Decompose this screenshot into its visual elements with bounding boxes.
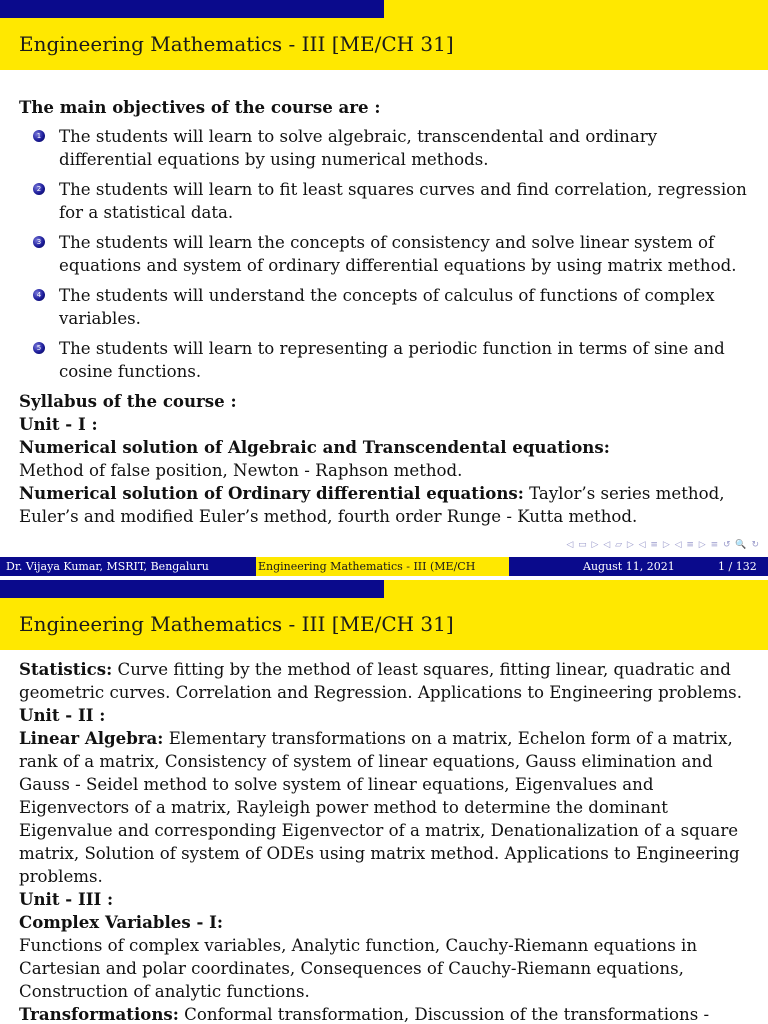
list-item: [19, 231, 754, 277]
slide-title: Engineering Mathematics - III [ME/CH 31]: [19, 32, 454, 56]
bullet-number-icon: 2: [33, 183, 45, 195]
numerical-algebraic-heading: Numerical solution of Algebraic and Transcendental equations:: [19, 437, 610, 457]
unit-2-heading: Unit - II :: [19, 705, 106, 725]
list-item: [19, 284, 754, 330]
objective-text: The students will learn the concepts of consistency and solve linear system of equations and system of ordinary differential equations by using matrix method.: [59, 233, 737, 275]
transformations-text: Conformal transformation, Discussion of the transformations -: [184, 1005, 710, 1024]
top-bar-blue-segment: [0, 0, 384, 18]
objective-text: The students will learn to representing a periodic function in terms of sine and cosine functions.: [59, 339, 725, 381]
objectives-heading: The main objectives of the course are :: [19, 97, 381, 117]
numerical-algebraic-text: Method of false position, Newton - Raphson method.: [19, 461, 463, 480]
statistics-text: Curve fitting by the method of least squares, fitting linear, quadratic and geometric curves. Correlation and Regression. Applications to Engineering problems.: [19, 660, 742, 702]
numerical-ode-paragraph: [19, 482, 754, 528]
numerical-ode-text: Taylor’s series method, Euler’s and modified Euler’s method, fourth order Runge - Kutta method.: [19, 484, 725, 526]
unit-1-heading: Unit - I :: [19, 414, 98, 434]
footer-date: August 11, 2021: [583, 560, 675, 573]
slide-2: [0, 580, 768, 1024]
footer-page-number: 1 / 132: [718, 560, 757, 573]
list-item: [19, 178, 754, 224]
footer-author: Dr. Vijaya Kumar, MSRIT, Bengaluru: [6, 560, 209, 573]
list-item: [19, 125, 754, 171]
bullet-number-icon: 5: [33, 342, 45, 354]
objective-text: The students will learn to fit least squares curves and find correlation, regression for a statistical data.: [59, 180, 747, 222]
unit-3-heading: Unit - III :: [19, 889, 114, 909]
complex-variables-heading: Complex Variables - I:: [19, 912, 224, 932]
numerical-ode-heading: Numerical solution of Ordinary differential equations:: [19, 483, 524, 503]
bullet-number-icon: 1: [33, 130, 45, 142]
footer-title-box: [256, 557, 509, 576]
beamer-navigation-icons[interactable]: ◁ ▭ ▷ ◁ ▱ ▷ ◁ ≡ ▷ ◁ ≡ ▷ ≡ ↺ 🔍 ↻: [566, 540, 760, 550]
linear-algebra-text: Elementary transformations on a matrix, Echelon form of a matrix, rank of a matrix, Consistency of system of linear equations, Gauss elimination and Gauss - Seidel method to solve system of linear equations, Eigenvalues and Eigenvectors of a matrix, Rayleigh power method to determine the dominant Eigenvalue and corresponding Eigenvector of a matrix, Denationalization of a square matrix, Solution of system of ODEs using matrix method. Applications to Engineering problems.: [19, 729, 740, 886]
top-bar: [0, 580, 768, 598]
top-bar: [0, 0, 768, 18]
syllabus-heading: Syllabus of the course :: [19, 391, 237, 411]
transformations-paragraph: [19, 1003, 754, 1024]
slide-content: [19, 658, 754, 1024]
top-bar-blue-segment: [0, 580, 384, 598]
footer-short-title: Engineering Mathematics - III (ME/CH: [258, 560, 476, 573]
statistics-heading: Statistics:: [19, 659, 113, 679]
linear-algebra-heading: Linear Algebra:: [19, 728, 164, 748]
objective-text: The students will understand the concepts of calculus of functions of complex variables.: [59, 286, 715, 328]
linear-algebra-paragraph: [19, 727, 754, 888]
footer-bar: [0, 557, 768, 576]
title-bar: [0, 18, 768, 70]
slide-content: [19, 96, 754, 528]
statistics-paragraph: [19, 658, 754, 704]
complex-variables-text: Functions of complex variables, Analytic function, Cauchy-Riemann equations in Cartesian and polar coordinates, Consequences of Cauchy-Riemann equations, Construction of analytic functions.: [19, 936, 698, 1001]
slide-title: Engineering Mathematics - III [ME/CH 31]: [19, 612, 454, 636]
objective-text: The students will learn to solve algebraic, transcendental and ordinary differential equations by using numerical methods.: [59, 127, 658, 169]
bullet-number-icon: 3: [33, 236, 45, 248]
list-item: [19, 337, 754, 383]
title-bar: [0, 598, 768, 650]
objectives-list: [19, 125, 754, 383]
bullet-number-icon: 4: [33, 289, 45, 301]
transformations-heading: Transformations:: [19, 1004, 179, 1024]
